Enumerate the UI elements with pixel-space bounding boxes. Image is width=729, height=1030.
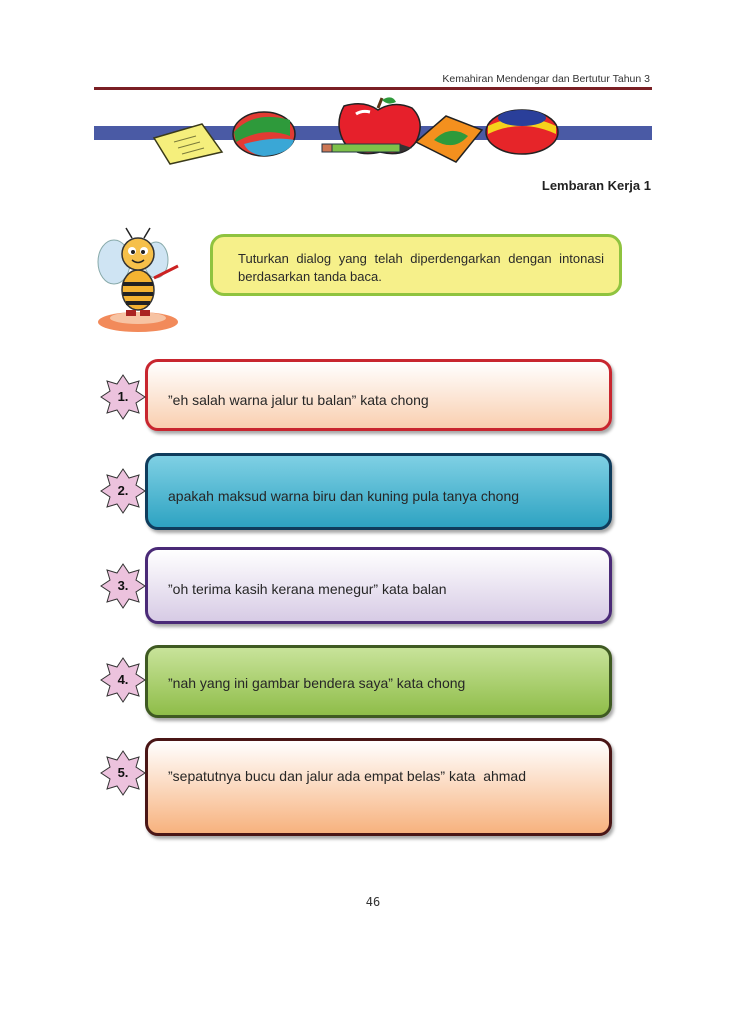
star-badge-icon [100, 374, 146, 420]
item-number: 1. [117, 389, 129, 404]
item-number: 3. [117, 578, 129, 593]
pencil-icon [322, 144, 412, 152]
decorative-banner [94, 96, 652, 166]
dialog-item-4 [145, 645, 612, 718]
ball-icon [233, 112, 295, 156]
dialog-item-1 [145, 359, 612, 431]
instruction-text: Tuturkan dialog yang telah diperdengarkan dengan intonasi berdasarkan tanda baca. [238, 251, 604, 284]
book-title-header: Kemahiran Mendengar dan Bertutur Tahun 3 [442, 73, 650, 85]
dialog-text: ”nah yang ini gambar bendera saya” kata chong [168, 675, 466, 691]
dialog-text: apakah maksud warna biru dan kuning pula tanya chong [168, 488, 520, 504]
item-number: 2. [117, 483, 129, 498]
disc-icon [486, 110, 558, 154]
star-badge-icon [100, 750, 146, 796]
bee-mascot-icon [96, 226, 180, 334]
dialog-item-3 [145, 547, 612, 624]
dialog-item-5 [145, 738, 612, 836]
star-badge-icon [100, 657, 146, 703]
instruction-callout [210, 234, 622, 296]
leaf-card-icon [416, 116, 482, 162]
dialog-text: ”sepatutnya bucu dan jalur ada empat belas” kata ahmad [168, 768, 527, 784]
star-badge-icon [100, 563, 146, 609]
star-badge-icon [100, 468, 146, 514]
dialog-text: ”oh terima kasih kerana menegur” kata balan [168, 581, 447, 597]
page-number: 46 [365, 895, 381, 909]
header-rule [94, 87, 652, 90]
item-number: 4. [117, 672, 129, 687]
dialog-item-2 [145, 453, 612, 530]
dialog-text: ”eh salah warna jalur tu balan” kata chong [168, 392, 429, 408]
item-number: 5. [117, 765, 129, 780]
worksheet-title: Lembaran Kerja 1 [541, 178, 651, 193]
